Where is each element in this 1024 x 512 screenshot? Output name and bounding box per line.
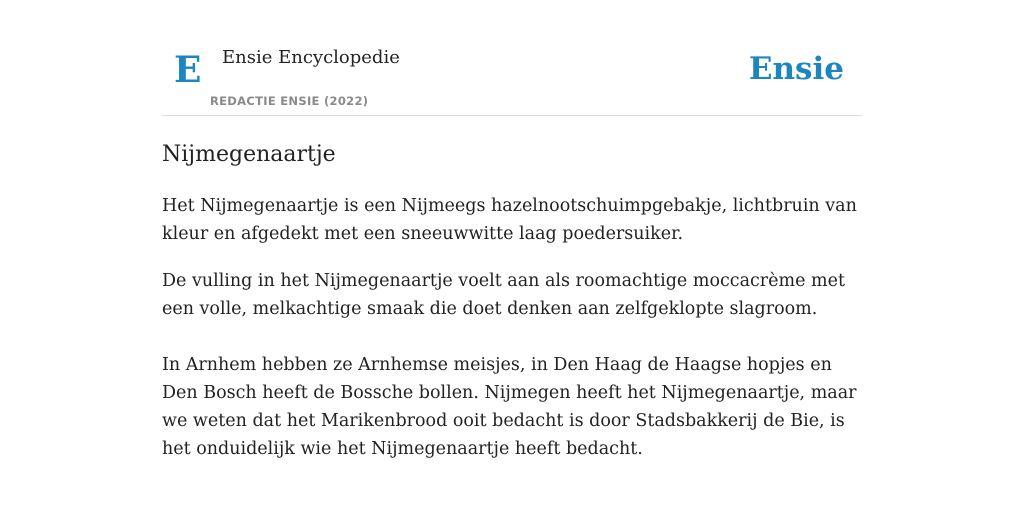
article-paragraph: Het Nijmegenaartje is een Nijmeegs hazelnootschuimpgebakje, lichtbruin van kleur en afgedekt met een sneeuwwitte laag poedersuiker.	[162, 196, 857, 244]
article-body	[162, 138, 862, 463]
article-title: Nijmegenaartje	[162, 142, 336, 167]
article-paragraph: De vulling in het Nijmegenaartje voelt aan als roomachtige moccacrème met een volle, melkachtige smaak die doet denken aan zelfgeklopte slagroom.	[162, 271, 846, 319]
page-header	[162, 0, 862, 116]
author-byline[interactable]: REDACTIE ENSIE (2022)	[210, 94, 369, 108]
article-paragraph: In Arnhem hebben ze Arnhemse meisjes, in Den Haag de Haagse hopjes en Den Bosch heeft de Bossche bollen. Nijmegen heeft het Nijmegenaartje, maar we weten dat het Marikenbrood ooit bedacht is door Stadsbakkerij de Bie, is het onduidelijk wie het Nijmegenaartje heeft bedacht.	[162, 355, 857, 459]
site-title[interactable]: Ensie Encyclopedie	[222, 47, 400, 68]
brand-logo[interactable]: Ensie	[748, 51, 844, 87]
ensie-logo-icon[interactable]: E	[174, 49, 202, 91]
